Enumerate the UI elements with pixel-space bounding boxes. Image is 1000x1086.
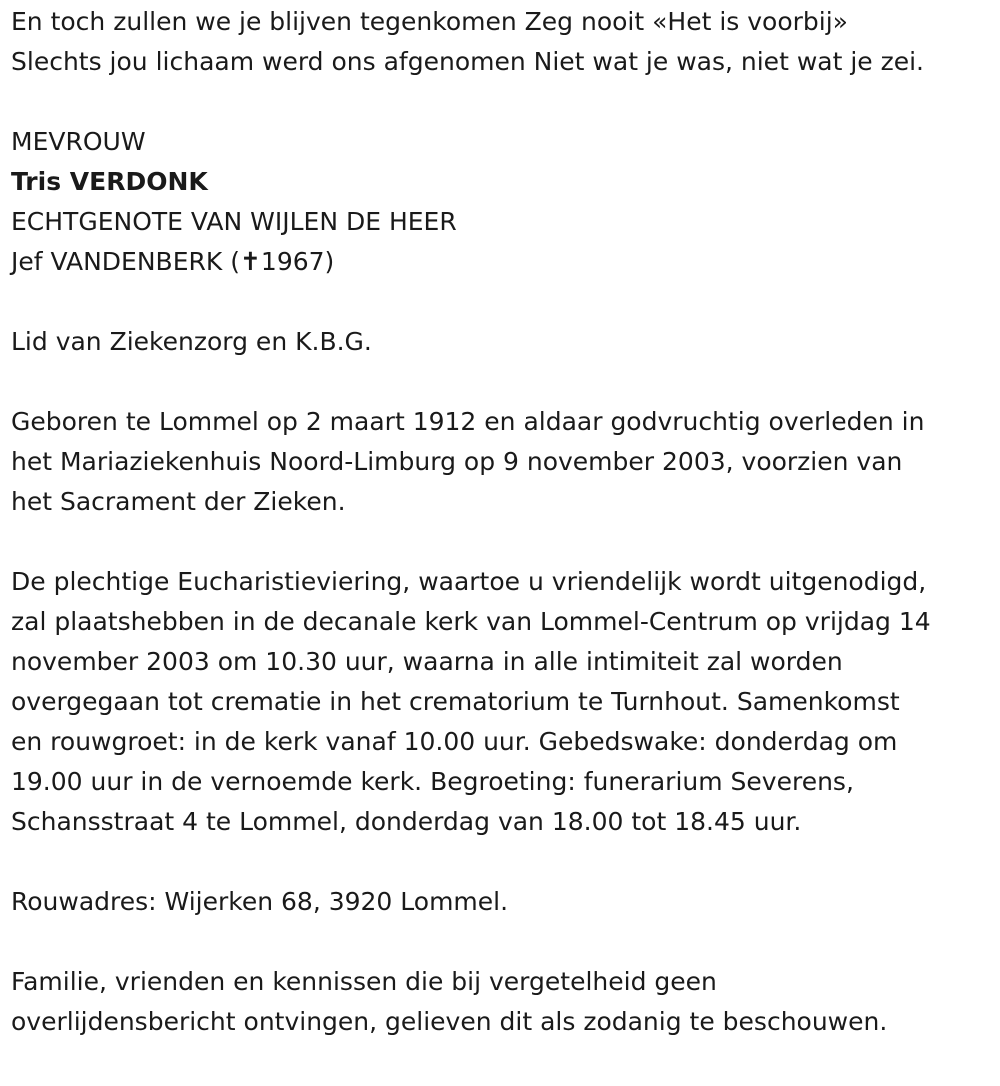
membership: Lid van Ziekenzorg en K.B.G. <box>11 327 372 356</box>
honorific: MEVROUW <box>11 127 146 156</box>
deceased-name: Tris VERDONK <box>11 167 208 196</box>
poem-line: En toch zullen we je blijven tegenkomen Zeg nooit «Het is voorbij» <box>11 7 848 36</box>
poem-line: Slechts jou lichaam werd ons afgenomen Niet wat je was, niet wat je zei. <box>11 47 925 76</box>
paragraph-line: zal plaatshebben in de decanale kerk van Lommel-Centrum op vrijdag 14 <box>11 607 931 636</box>
paragraph-line: het Mariaziekenhuis Noord-Limburg op 9 november 2003, voorzien van <box>11 447 903 476</box>
spacer <box>11 362 1000 402</box>
spouse-name: Jef VANDENBERK (✝1967) <box>11 247 335 276</box>
paragraph-line: november 2003 om 10.30 uur, waarna in alle intimiteit zal worden <box>11 647 843 676</box>
spacer <box>11 82 1000 122</box>
paragraph-line: 19.00 uur in de vernoemde kerk. Begroeting: funerarium Severens, <box>11 767 854 796</box>
paragraph-line: overlijdensbericht ontvingen, gelieven dit als zodanig te beschouwen. <box>11 1007 888 1036</box>
spacer <box>11 522 1000 562</box>
deceased-block <box>11 122 1000 282</box>
spacer <box>11 922 1000 962</box>
paragraph-line: overgegaan tot crematie in het crematorium te Turnhout. Samenkomst <box>11 687 900 716</box>
paragraph-line: het Sacrament der Zieken. <box>11 487 346 516</box>
poem <box>11 2 1000 82</box>
ceremony-paragraph <box>11 562 1000 842</box>
relation-line: ECHTGENOTE VAN WIJLEN DE HEER <box>11 207 457 236</box>
paragraph-line: en rouwgroet: in de kerk vanaf 10.00 uur. Gebedswake: donderdag om <box>11 727 898 756</box>
mourning-address: Rouwadres: Wijerken 68, 3920 Lommel. <box>11 887 509 916</box>
spacer <box>11 282 1000 322</box>
paragraph-line: De plechtige Eucharistieviering, waartoe u vriendelijk wordt uitgenodigd, <box>11 567 927 596</box>
closing-paragraph <box>11 962 1000 1042</box>
paragraph-line: Geboren te Lommel op 2 maart 1912 en aldaar godvruchtig overleden in <box>11 407 925 436</box>
paragraph-line: Schansstraat 4 te Lommel, donderdag van 18.00 tot 18.45 uur. <box>11 807 802 836</box>
spacer <box>11 842 1000 882</box>
birth-death-paragraph <box>11 402 1000 522</box>
paragraph-line: Familie, vrienden en kennissen die bij vergetelheid geen <box>11 967 717 996</box>
